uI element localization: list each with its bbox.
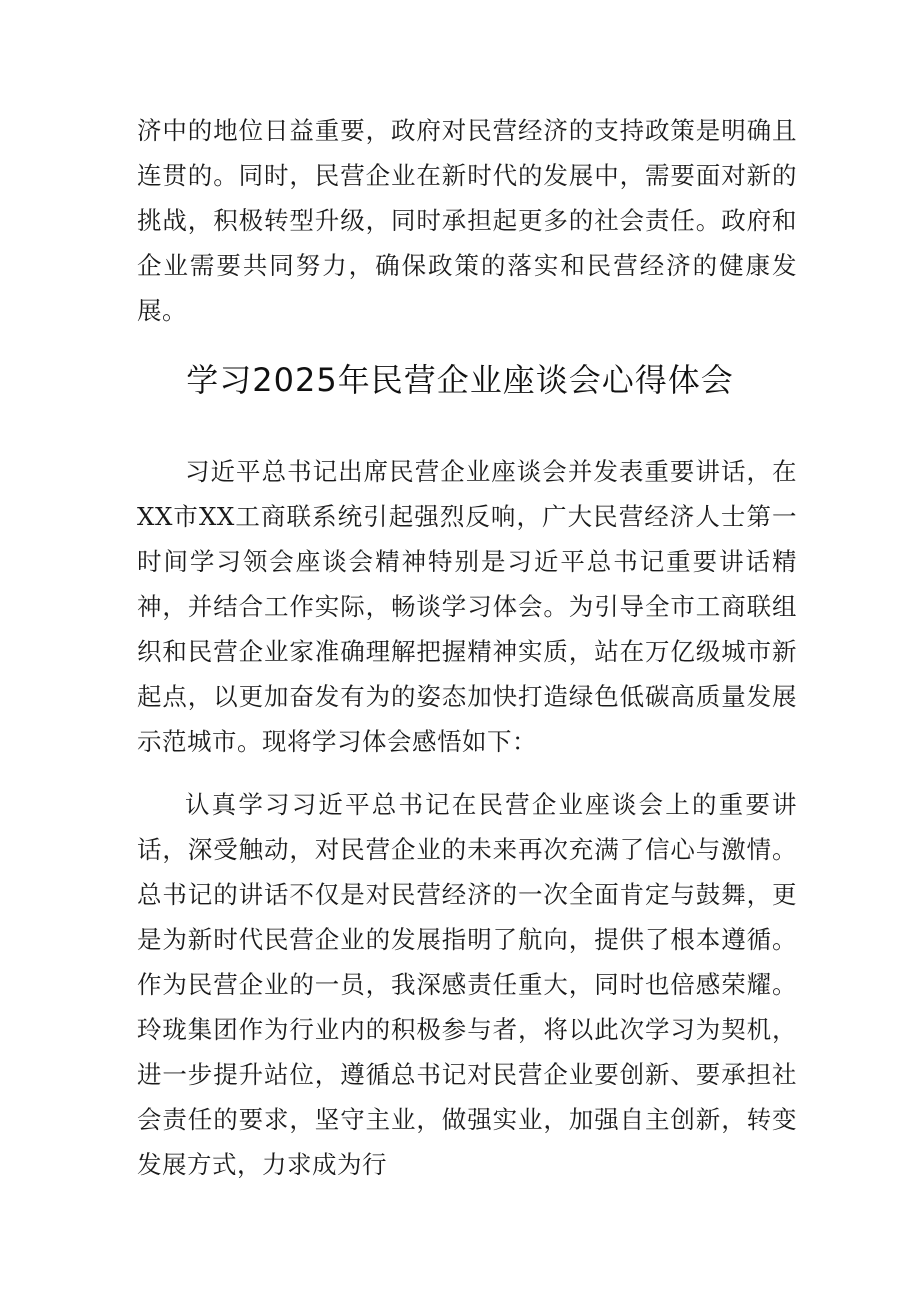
document-title: 学习2025年民营企业座谈会心得体会 [186, 361, 734, 399]
body-paragraph: 习近平总书记出席民营企业座谈会并发表重要讲话，在XX市XX工商联系统引起强烈反响，广大民营经济人士第一时间学习领会座谈会精神特别是习近平总书记重要讲话精神，并结合工作实际，畅谈学习体会。为引导全市工商联组织和民营企业家准确理解把握精神实质，站在万亿级城市新起点，以更加奋发有为的姿态加快打造绿色低碳高质量发展示范城市。现将学习体会感悟如下： [137, 457, 797, 756]
body-paragraph: 认真学习习近平总书记在民营企业座谈会上的重要讲话，深受触动，对民营企业的未来再次充满了信心与激情。总书记的讲话不仅是对民营经济的一次全面肯定与鼓舞，更是为新时代民营企业的发展指明了航向，提供了根本遵循。作为民营企业的一员，我深感责任重大，同时也倍感荣耀。玲珑集团作为行业内的积极参与者，将以此次学习为契机，进一步提升站位，遵循总书记对民营企业要创新、要承担社会责任的要求，坚守主业，做强实业，加强自主创新，转变发展方式，力求成为行 [137, 790, 797, 1179]
continued-paragraph: 济中的地位日益重要，政府对民营经济的支持政策是明确且连贯的。同时，民营企业在新时代的发展中，需要面对新的挑战，积极转型升级，同时承担起更多的社会责任。政府和企业需要共同努力，确保政策的落实和民营经济的健康发展。 [137, 116, 797, 325]
